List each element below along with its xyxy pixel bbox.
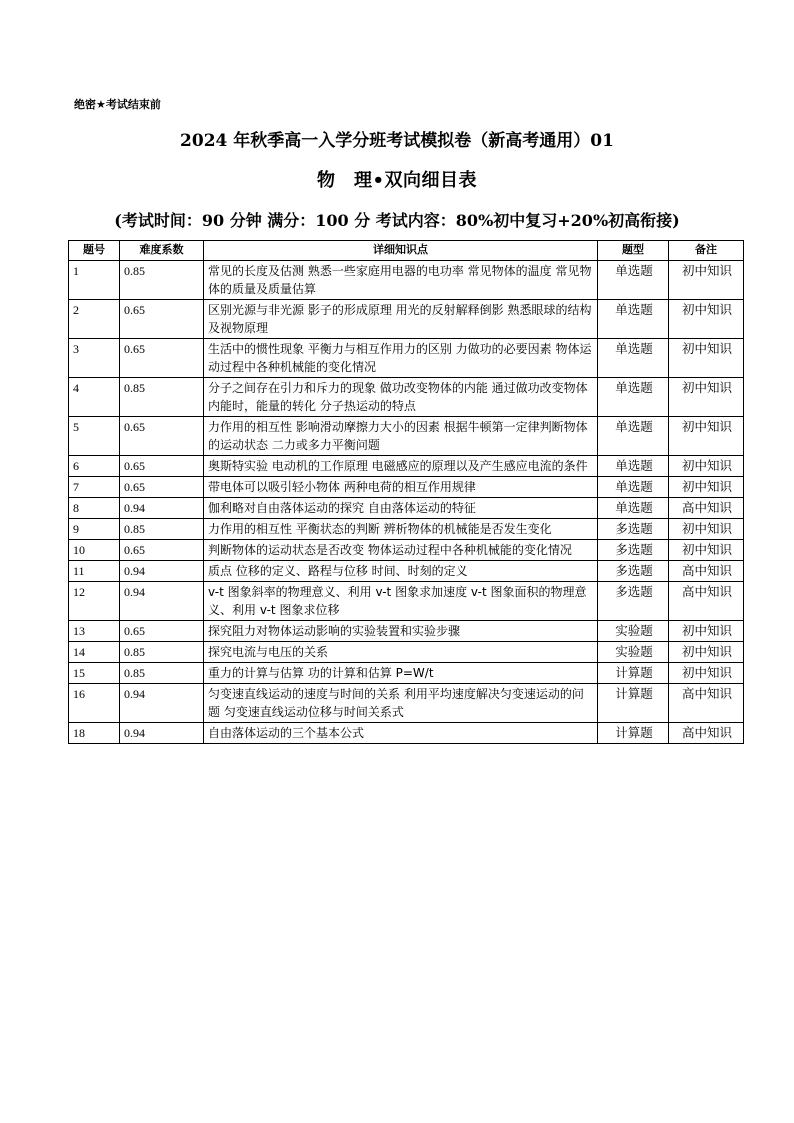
- remarks-cell: 高中知识: [669, 684, 744, 723]
- remarks-cell: 初中知识: [669, 300, 744, 339]
- difficulty-cell: 0.65: [120, 621, 204, 642]
- remarks-cell: 初中知识: [669, 663, 744, 684]
- difficulty-cell: 0.85: [120, 642, 204, 663]
- question-number-cell: 3: [69, 339, 120, 378]
- header-question-number: 题号: [69, 241, 120, 261]
- difficulty-cell: 0.94: [120, 498, 204, 519]
- difficulty-cell: 0.65: [120, 417, 204, 456]
- table-row: [69, 642, 744, 663]
- difficulty-cell: 0.94: [120, 582, 204, 621]
- knowledge-points-cell: 判断物体的运动状态是否改变 物体运动过程中各种机械能的变化情况: [204, 540, 598, 561]
- remarks-cell: 初中知识: [669, 456, 744, 477]
- remarks-cell: 初中知识: [669, 417, 744, 456]
- table-row: [69, 621, 744, 642]
- remarks-cell: 高中知识: [669, 723, 744, 744]
- difficulty-cell: 0.65: [120, 456, 204, 477]
- table-row: [69, 582, 744, 621]
- knowledge-points-cell: 伽利略对自由落体运动的探究 自由落体运动的特征: [204, 498, 598, 519]
- question-number-cell: 1: [69, 261, 120, 300]
- remarks-cell: 初中知识: [669, 477, 744, 498]
- table-row: [69, 561, 744, 582]
- remarks-cell: 初中知识: [669, 519, 744, 540]
- question-number-cell: 9: [69, 519, 120, 540]
- question-type-cell: 单选题: [598, 261, 669, 300]
- document-title: 2024 年秋季高一入学分班考试模拟卷（新高考通用）01: [180, 131, 614, 151]
- knowledge-points-cell: 力作用的相互性 影响滑动摩擦力大小的因素 根据牛顿第一定律判断物体的运动状态 二力或多力平衡问题: [204, 417, 598, 456]
- table-row: [69, 663, 744, 684]
- question-number-cell: 10: [69, 540, 120, 561]
- header-knowledge-points: 详细知识点: [204, 241, 598, 261]
- exam-info: (考试时间：90 分钟 满分：100 分 考试内容：80%初中复习+20%初高衔接): [114, 211, 680, 230]
- question-type-cell: 单选题: [598, 498, 669, 519]
- question-type-cell: 计算题: [598, 663, 669, 684]
- table-header-row: [69, 241, 744, 261]
- question-number-cell: 7: [69, 477, 120, 498]
- question-type-cell: 单选题: [598, 456, 669, 477]
- question-number-cell: 4: [69, 378, 120, 417]
- table-row: [69, 519, 744, 540]
- table-row: [69, 540, 744, 561]
- table-row: [69, 456, 744, 477]
- knowledge-points-cell: 探究电流与电压的关系: [204, 642, 598, 663]
- question-number-cell: 12: [69, 582, 120, 621]
- table-row: [69, 417, 744, 456]
- knowledge-points-cell: 生活中的惯性现象 平衡力与相互作用力的区别 力做功的必要因素 物体运动过程中各种机械能的变化情况: [204, 339, 598, 378]
- table-row: [69, 477, 744, 498]
- confidential-label: 绝密★考试结束前: [74, 98, 161, 111]
- remarks-cell: 初中知识: [669, 621, 744, 642]
- knowledge-points-cell: 带电体可以吸引轻小物体 两种电荷的相互作用规律: [204, 477, 598, 498]
- question-number-cell: 6: [69, 456, 120, 477]
- question-number-cell: 16: [69, 684, 120, 723]
- detail-table: [68, 240, 744, 744]
- question-type-cell: 计算题: [598, 684, 669, 723]
- knowledge-points-cell: 常见的长度及估测 熟悉一些家庭用电器的电功率 常见物体的温度 常见物体的质量及质量估算: [204, 261, 598, 300]
- knowledge-points-cell: v-t 图象斜率的物理意义、利用 v-t 图象求加速度 v-t 图象面积的物理意义、利用 v-t 图象求位移: [204, 582, 598, 621]
- table-row: [69, 339, 744, 378]
- question-number-cell: 2: [69, 300, 120, 339]
- difficulty-cell: 0.85: [120, 378, 204, 417]
- question-number-cell: 11: [69, 561, 120, 582]
- question-type-cell: 多选题: [598, 561, 669, 582]
- knowledge-points-cell: 重力的计算与估算 功的计算和估算 P=W/t: [204, 663, 598, 684]
- remarks-cell: 初中知识: [669, 261, 744, 300]
- question-type-cell: 单选题: [598, 300, 669, 339]
- question-number-cell: 15: [69, 663, 120, 684]
- document-subtitle: 物 理•双向细目表: [316, 170, 477, 191]
- remarks-cell: 初中知识: [669, 540, 744, 561]
- header-difficulty: 难度系数: [120, 241, 204, 261]
- question-type-cell: 单选题: [598, 417, 669, 456]
- table-row: [69, 300, 744, 339]
- difficulty-cell: 0.65: [120, 300, 204, 339]
- knowledge-points-cell: 质点 位移的定义、路程与位移 时间、时刻的定义: [204, 561, 598, 582]
- remarks-cell: 高中知识: [669, 498, 744, 519]
- remarks-cell: 初中知识: [669, 339, 744, 378]
- remarks-cell: 高中知识: [669, 561, 744, 582]
- table-body: [69, 261, 744, 744]
- knowledge-points-cell: 区别光源与非光源 影子的形成原理 用光的反射解释倒影 熟悉眼球的结构及视物原理: [204, 300, 598, 339]
- knowledge-points-cell: 探究阻力对物体运动影响的实验装置和实验步骤: [204, 621, 598, 642]
- knowledge-points-cell: 奥斯特实验 电动机的工作原理 电磁感应的原理以及产生感应电流的条件: [204, 456, 598, 477]
- question-type-cell: 单选题: [598, 339, 669, 378]
- table-row: [69, 723, 744, 744]
- table-row: [69, 684, 744, 723]
- knowledge-points-cell: 力作用的相互性 平衡状态的判断 辨析物体的机械能是否发生变化: [204, 519, 598, 540]
- table-row: [69, 261, 744, 300]
- remarks-cell: 初中知识: [669, 378, 744, 417]
- question-number-cell: 13: [69, 621, 120, 642]
- knowledge-points-cell: 分子之间存在引力和斥力的现象 做功改变物体的内能 通过做功改变物体内能时，能量的转化 分子热运动的特点: [204, 378, 598, 417]
- remarks-cell: 初中知识: [669, 642, 744, 663]
- knowledge-points-cell: 匀变速直线运动的速度与时间的关系 利用平均速度解决匀变速运动的问题 匀变速直线运动位移与时间关系式: [204, 684, 598, 723]
- remarks-cell: 高中知识: [669, 582, 744, 621]
- difficulty-cell: 0.94: [120, 723, 204, 744]
- question-type-cell: 计算题: [598, 723, 669, 744]
- difficulty-cell: 0.65: [120, 339, 204, 378]
- question-number-cell: 5: [69, 417, 120, 456]
- header-remarks: 备注: [669, 241, 744, 261]
- table-row: [69, 498, 744, 519]
- difficulty-cell: 0.65: [120, 540, 204, 561]
- difficulty-cell: 0.85: [120, 663, 204, 684]
- difficulty-cell: 0.85: [120, 261, 204, 300]
- question-type-cell: 多选题: [598, 582, 669, 621]
- difficulty-cell: 0.94: [120, 684, 204, 723]
- question-type-cell: 多选题: [598, 540, 669, 561]
- question-type-cell: 单选题: [598, 477, 669, 498]
- question-number-cell: 14: [69, 642, 120, 663]
- difficulty-cell: 0.65: [120, 477, 204, 498]
- header-question-type: 题型: [598, 241, 669, 261]
- question-type-cell: 实验题: [598, 621, 669, 642]
- question-number-cell: 18: [69, 723, 120, 744]
- question-type-cell: 实验题: [598, 642, 669, 663]
- question-type-cell: 多选题: [598, 519, 669, 540]
- difficulty-cell: 0.94: [120, 561, 204, 582]
- knowledge-points-cell: 自由落体运动的三个基本公式: [204, 723, 598, 744]
- question-type-cell: 单选题: [598, 378, 669, 417]
- difficulty-cell: 0.85: [120, 519, 204, 540]
- table-row: [69, 378, 744, 417]
- question-number-cell: 8: [69, 498, 120, 519]
